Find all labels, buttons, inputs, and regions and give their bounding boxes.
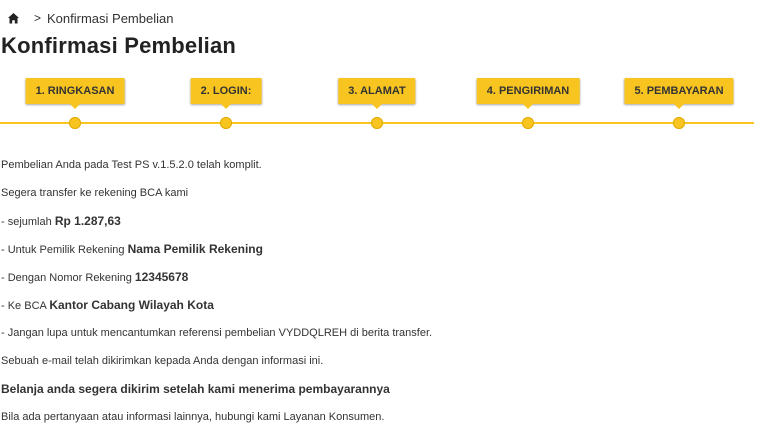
step-address-pointer — [372, 104, 382, 109]
customer-service-link[interactable]: Layanan Konsumen — [283, 411, 382, 423]
owner-value: Nama Pemilik Rekening — [127, 242, 263, 256]
contact-prefix: Bila ada pertanyaan atau informasi lainnya, hubungi kami — [1, 411, 281, 423]
completed-text: Pembelian Anda pada Test PS v.1.5.2.0 telah komplit. — [1, 159, 262, 171]
checkout-steps — [0, 78, 757, 128]
account-number: 12345678 — [134, 270, 189, 284]
reference-text: - Jangan lupa untuk mencantumkan referensi pembelian VYDDQLREH di berita transfer. — [1, 327, 433, 339]
home-icon[interactable] — [7, 12, 20, 25]
step-address-dot[interactable] — [371, 117, 383, 129]
step-payment-dot[interactable] — [673, 117, 685, 129]
step-summary[interactable]: 1. RINGKASAN — [26, 78, 125, 104]
step-address[interactable]: 3. ALAMAT — [338, 78, 415, 104]
email-text: Sebuah e-mail telah dikirimkan kepada Anda dengan informasi ini. — [1, 355, 324, 367]
breadcrumb-current: Konfirmasi Pembelian — [47, 10, 174, 26]
step-login-pointer — [221, 104, 231, 109]
contact-suffix: . — [381, 411, 385, 423]
branch-value: Kantor Cabang Wilayah Kota — [49, 298, 214, 312]
branch-line — [1, 296, 747, 324]
step-shipping-pointer — [523, 104, 533, 109]
breadcrumb-separator: > — [34, 11, 42, 25]
contact-line — [1, 408, 747, 436]
account-prefix: - Dengan Nomor Rekening — [1, 272, 132, 284]
step-summary-pointer — [70, 104, 80, 109]
step-login-dot[interactable] — [220, 117, 232, 129]
amount-value: Rp 1.287,63 — [54, 214, 121, 228]
transfer-text: Segera transfer ke rekening BCA kami — [1, 187, 189, 199]
amount-line — [1, 212, 747, 240]
owner-prefix: - Untuk Pemilik Rekening — [1, 244, 125, 256]
step-summary-dot[interactable] — [69, 117, 81, 129]
step-payment-pointer — [674, 104, 684, 109]
branch-prefix: - Ke BCA — [1, 300, 47, 312]
amount-prefix: - sejumlah — [1, 216, 52, 228]
owner-line — [1, 240, 747, 268]
account-line — [1, 268, 747, 296]
step-shipping[interactable]: 4. PENGIRIMAN — [477, 78, 580, 104]
step-login[interactable]: 2. LOGIN: — [191, 78, 262, 104]
confirmation-content — [1, 156, 747, 436]
step-shipping-dot[interactable] — [522, 117, 534, 129]
step-payment[interactable]: 5. PEMBAYARAN — [624, 78, 733, 104]
breadcrumb — [7, 10, 173, 26]
page-title: Konfirmasi Pembelian — [1, 33, 237, 58]
shipping-text: Belanja anda segera dikirim setelah kami menerima pembayarannya — [1, 382, 390, 396]
